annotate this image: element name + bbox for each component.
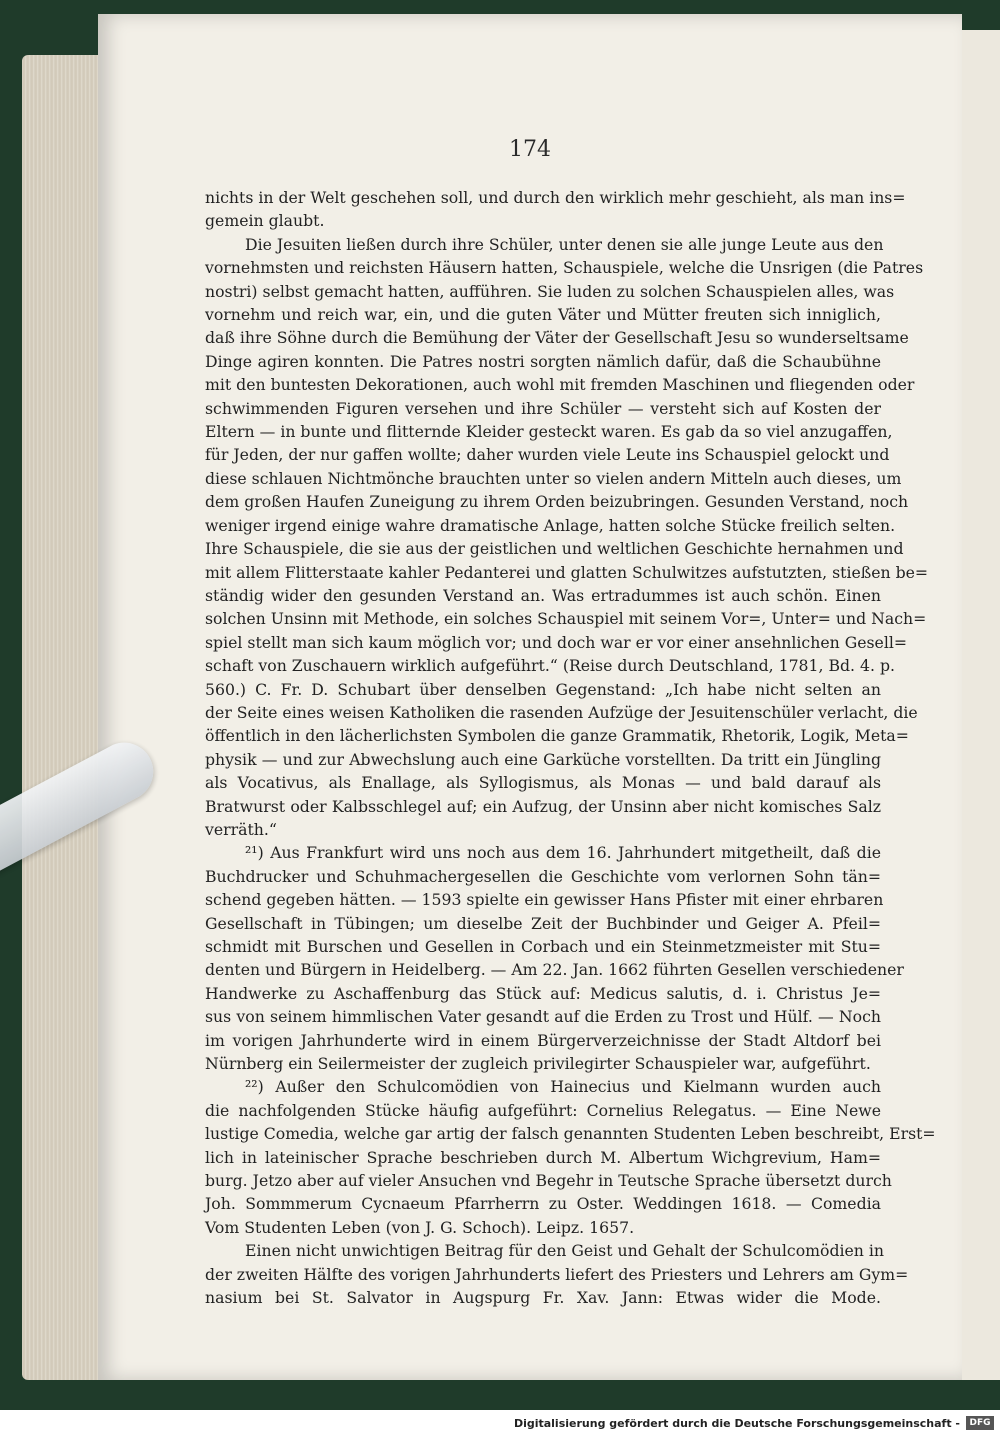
text-line: lustige Comedia, welche gar artig der falsch genannten Studenten Leben beschreibt, Erst= — [205, 1124, 936, 1144]
page-edges-left — [22, 55, 102, 1380]
text-line: Joh. Sommmerum Cycnaeum Pfarrherrn zu Oster. Weddingen 1618. — Comedia — [205, 1194, 881, 1214]
text-line: im vorigen Jahrhunderte wird in einem Bürgerverzeichnisse der Stadt Altdorf bei — [205, 1030, 881, 1050]
text-line: spiel stellt man sich kaum möglich vor; und doch war er vor einer ansehnlichen Gesell= — [205, 632, 908, 652]
text-line: burg. Jetzo aber auf vieler Ansuchen vnd Begehr in Teutsche Sprache übersetzt durch — [205, 1171, 892, 1191]
text-line: ständig wider den gesunden Verstand an. Was ertradummes ist auch schön. Einen — [205, 585, 881, 605]
text-line: der Seite eines weisen Katholiken die rasenden Aufzüge der Jesuitenschüler verlacht, die — [205, 702, 918, 722]
text-line: nostri) selbst gemacht hatten, aufführen. Sie luden zu solchen Schauspielen alles, was — [205, 281, 895, 301]
text-line: Vom Studenten Leben (von J. G. Schoch). Leipz. 1657. — [205, 1217, 635, 1237]
text-line: verräth.“ — [205, 819, 277, 839]
text-line: lich in lateinischer Sprache beschrieben durch M. Albertum Wichgrevium, Ham= — [205, 1147, 881, 1167]
text-line: Nürnberg ein Seilermeister der zugleich privilegirter Schauspieler war, aufgeführt. — [205, 1054, 871, 1074]
text-line: dem großen Haufen Zuneigung zu ihrem Orden beizubringen. Gesunden Verstand, noch — [205, 492, 909, 512]
text-line: nasium bei St. Salvator in Augspurg Fr. Xav. Jann: Etwas wider die Mode. — [205, 1288, 881, 1308]
text-line: solchen Unsinn mit Methode, ein solches Schauspiel mit seinem Vor=, Unter= und Nach= — [205, 609, 927, 629]
text-line: sus von seinem himmlischen Vater gesandt auf die Erden zu Trost und Hülf. — Noch — [205, 1007, 881, 1027]
footer-bar — [0, 1410, 1000, 1438]
text-line: Bratwurst oder Kalbsschlegel auf; ein Aufzug, der Unsinn aber nicht komisches Salz — [205, 796, 881, 816]
text-line: denten und Bürgern in Heidelberg. — Am 22. Jan. 1662 führten Gesellen verschiedener — [205, 960, 904, 980]
text-line: öffentlich in den lächerlichsten Symbolen die ganze Grammatik, Rhetorik, Logik, Meta= — [205, 726, 909, 746]
text-line: Gesellschaft in Tübingen; um dieselbe Zeit der Buchbinder und Geiger A. Pfeil= — [205, 913, 881, 933]
text-line: Ihre Schauspiele, die sie aus der geistlichen und weltlichen Geschichte hernahmen und — [205, 539, 904, 559]
page-body-text — [205, 186, 936, 1310]
text-line: der zweiten Hälfte des vorigen Jahrhunderts liefert des Priesters und Lehrers am Gym= — [205, 1264, 909, 1284]
text-line: diese schlauen Nichtmönche brauchten unter so vielen andern Mitteln auch dieses, um — [205, 468, 902, 488]
text-line: weniger irgend einige wahre dramatische Anlage, hatten solche Stücke freilich selten. — [205, 515, 896, 535]
text-line: vornehmsten und reichsten Häusern hatten, Schauspiele, welche die Unsrigen (die Patres — [205, 258, 924, 278]
text-line: 560.) C. Fr. D. Schubart über denselben Gegenstand: „Ich habe nicht selten an — [205, 679, 881, 699]
text-line: Buchdrucker und Schuhmachergesellen die Geschichte vom verlornen Sohn tän= — [205, 866, 881, 886]
text-line: nichts in der Welt geschehen soll, und durch den wirklich mehr geschieht, als man ins= — [205, 188, 906, 207]
text-line: Eltern — in bunte und flitternde Kleider gesteckt waren. Es gab da so viel anzugaffen, — [205, 422, 893, 442]
text-line: Die Jesuiten ließen durch ihre Schüler, unter denen sie alle junge Leute aus den — [245, 234, 884, 254]
text-line: schend gegeben hätten. — 1593 spielte ein gewisser Hans Pfister mit einer ehrbaren — [205, 890, 884, 910]
page-number: 174 — [509, 137, 551, 162]
text-line: vornehm und reich war, ein, und die guten Väter und Mütter freuten sich inniglich, — [205, 305, 881, 325]
text-line: physik — und zur Abwechslung auch eine Garküche vorstellten. Da tritt ein Jüngling — [205, 749, 881, 769]
book-page — [98, 14, 962, 1380]
dfg-logo: DFG — [966, 1416, 994, 1430]
text-line: ²¹) Aus Frankfurt wird uns noch aus dem 16. Jahrhundert mitgetheilt, daß die — [245, 843, 881, 863]
text-line: schaft von Zuschauern wirklich aufgeführt.“ (Reise durch Deutschland, 1781, Bd. 4. p. — [205, 656, 896, 676]
text-line: mit allem Flitterstaate kahler Pedanterei und glatten Schulwitzes aufstutzten, stießen be= — [205, 562, 929, 582]
text-line: die nachfolgenden Stücke häufig aufgeführt: Cornelius Relegatus. — Eine Newe — [205, 1100, 881, 1120]
text-line: Dinge agiren konnten. Die Patres nostri sorgten nämlich dafür, daß die Schaubühne — [205, 351, 881, 371]
text-line: als Vocativus, als Enallage, als Syllogismus, als Monas — und bald darauf als — [205, 773, 881, 793]
text-line: ²²) Außer den Schulcomödien von Hainecius und Kielmann wurden auch — [245, 1077, 881, 1097]
text-line: gemein glaubt. — [205, 211, 325, 231]
text-line: für Jeden, der nur gaffen wollte; daher wurden viele Leute ins Schauspiel gelockt und — [205, 445, 890, 465]
text-line: Handwerke zu Aschaffenburg das Stück auf: Medicus salutis, d. i. Christus Je= — [205, 983, 881, 1003]
text-line: schmidt mit Burschen und Gesellen in Corbach und ein Steinmetzmeister mit Stu= — [205, 937, 881, 956]
footer-credit: Digitalisierung gefördert durch die Deutsche Forschungsgemeinschaft - — [513, 1417, 960, 1430]
text-line: daß ihre Söhne durch die Bemühung der Väter der Gesellschaft Jesu so wunderseltsame — [205, 328, 909, 348]
next-page-edge — [958, 30, 1000, 1380]
text-line: mit den buntesten Dekorationen, auch wohl mit fremden Maschinen und fliegenden oder — [205, 375, 915, 395]
text-line: schwimmenden Figuren versehen und ihre Schüler — versteht sich auf Kosten der — [205, 398, 881, 418]
text-line: Einen nicht unwichtigen Beitrag für den Geist und Gehalt der Schulcomödien in — [245, 1241, 885, 1261]
